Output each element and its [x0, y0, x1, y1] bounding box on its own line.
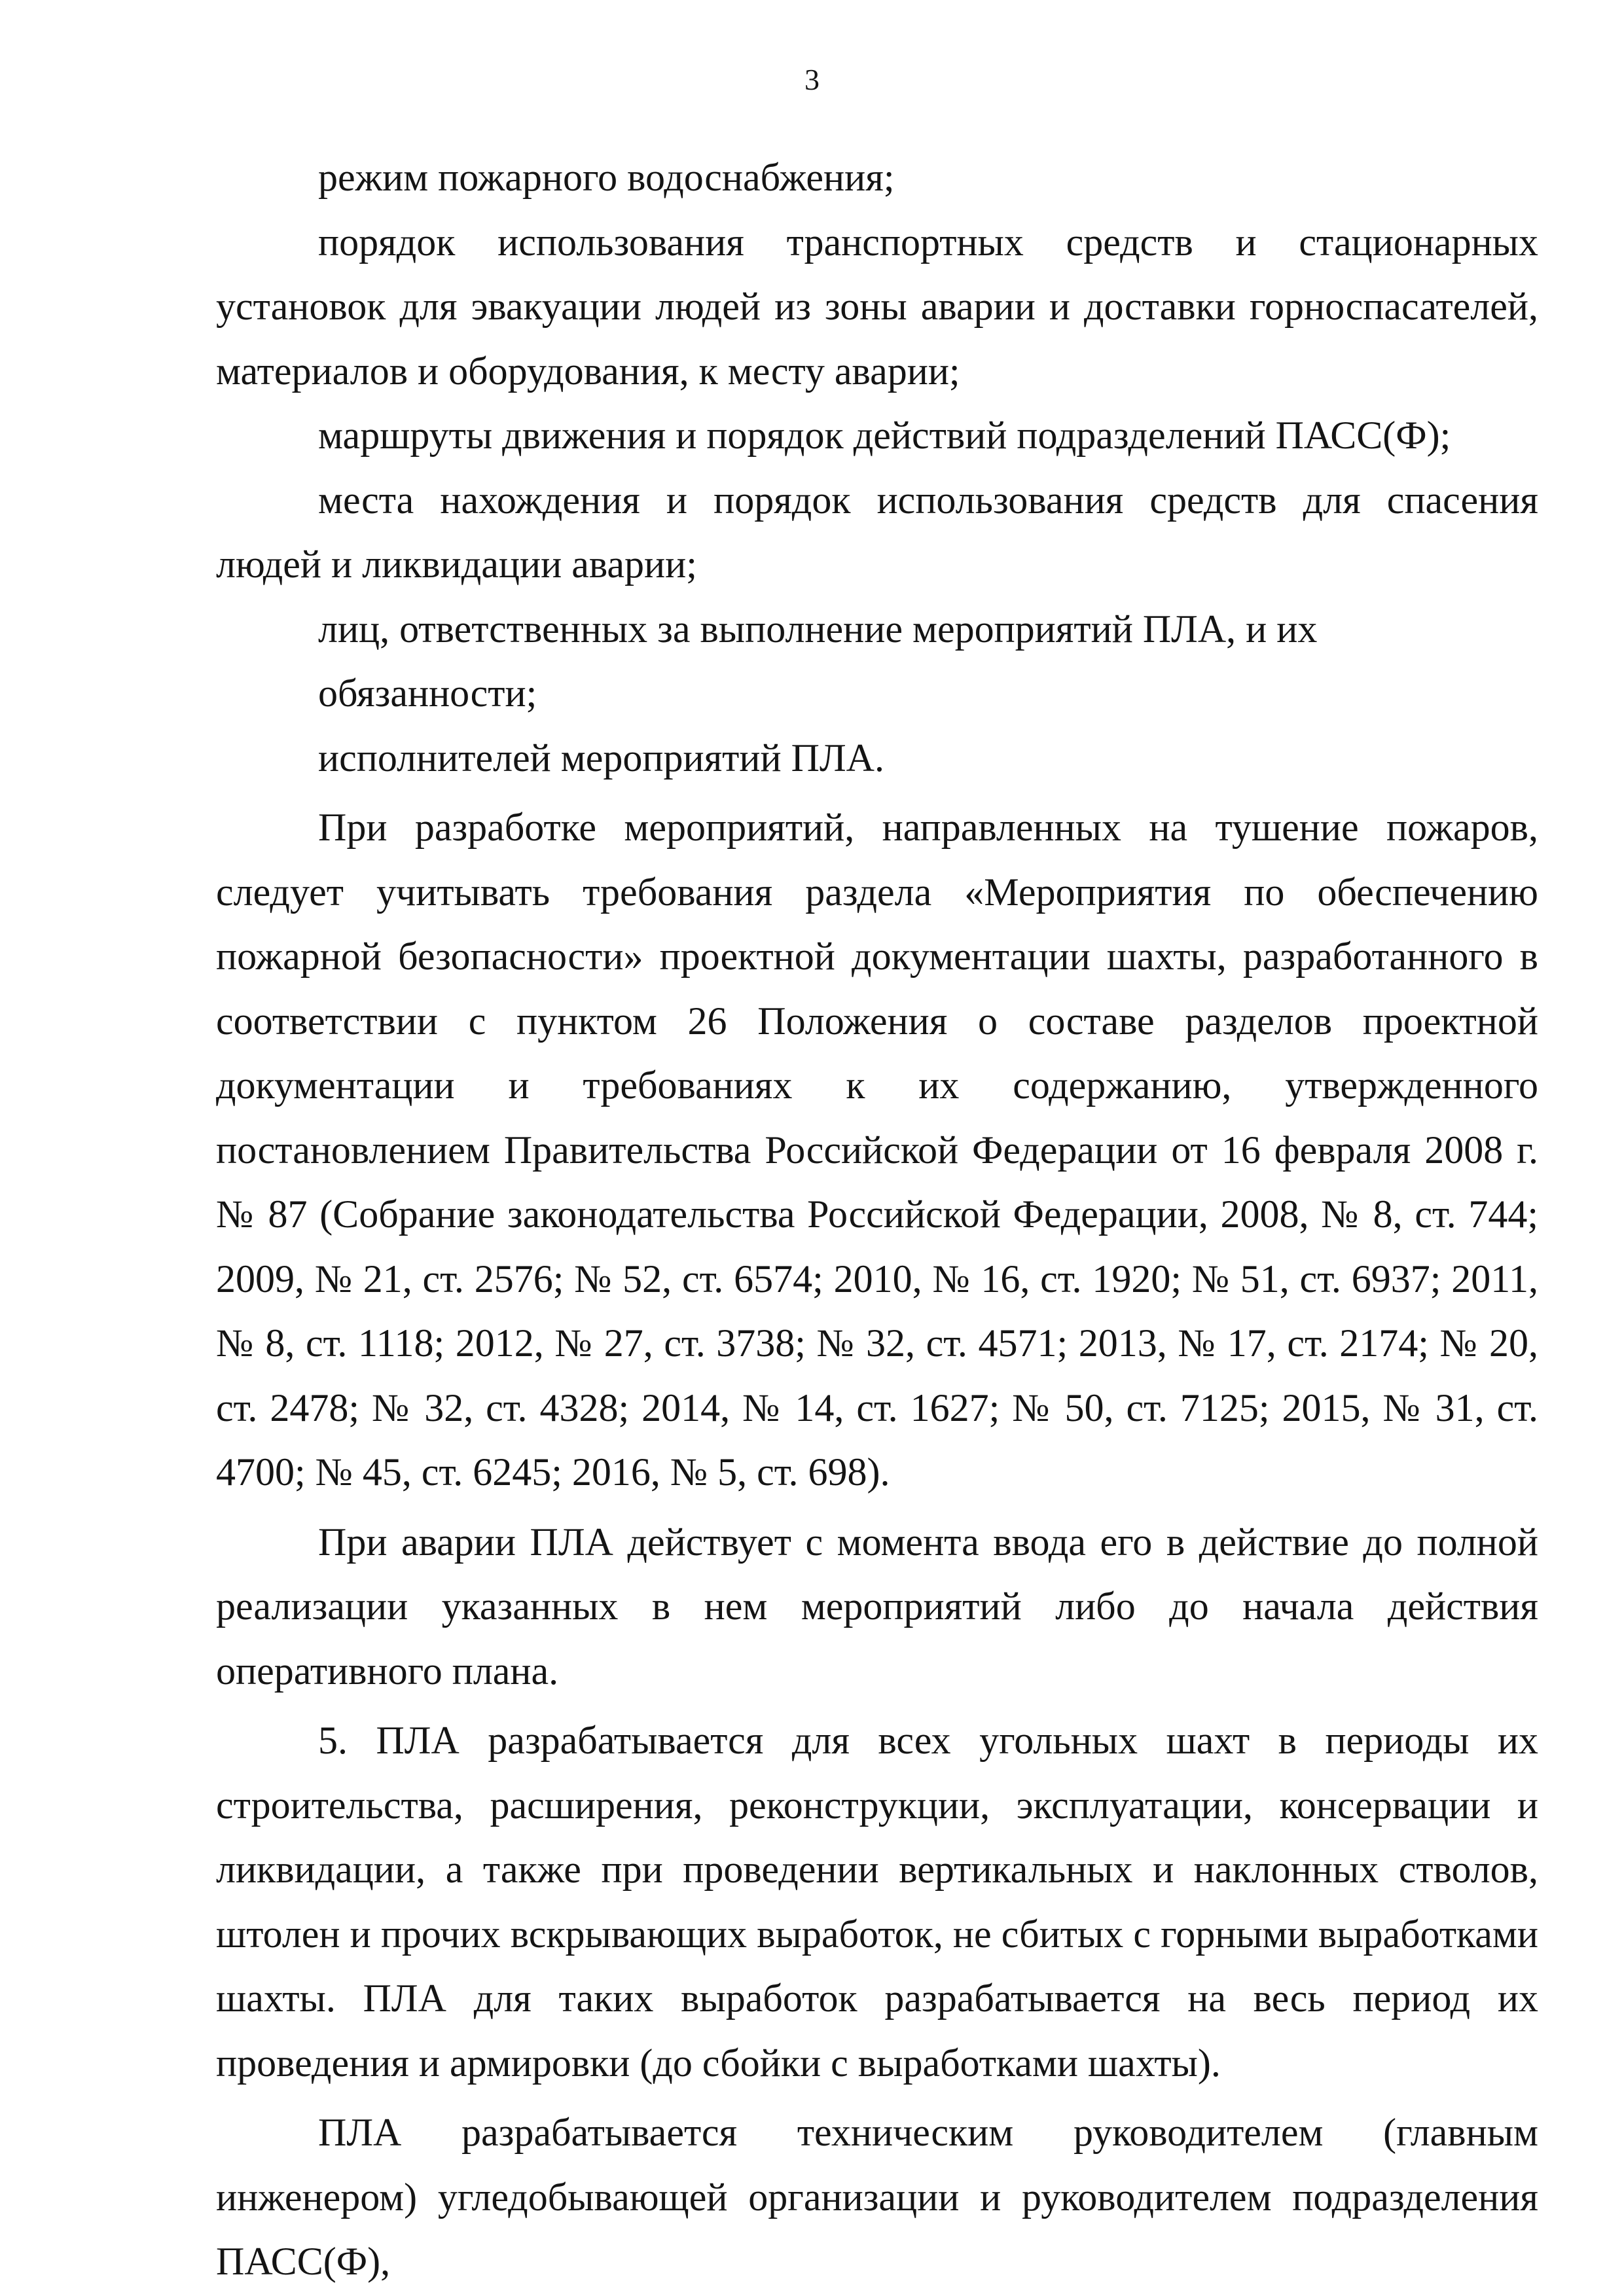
paragraph-pla-developers: ПЛА разрабатывается техническим руководителем (главным инженером) угледобывающей организации и руководителем подразделения ПАСС(Ф), [216, 2111, 1538, 2283]
list-item-executors: исполнителей мероприятий ПЛА. [318, 736, 884, 780]
paragraph-section-5: 5. ПЛА разрабатывается для всех угольных шахт в периоды их строительства, расширения, реконструкции, эксплуатации, консервации и ликвидации, а также при проведении вертикальных и наклонных стволов, штолен и прочих вскрывающих выработок, не сбитых с горными выработками шахты. ПЛА для таких выработок разрабатывается на весь период их проведения и армировки (до сбойки с выработками шахты). [216, 1719, 1538, 2085]
list-item-pass-routes: маршруты движения и порядок действий подразделений ПАСС(Ф); [318, 414, 1451, 457]
list-item-fire-water-supply: режим пожарного водоснабжения; [318, 156, 895, 199]
page-number: 3 [804, 63, 820, 96]
list-item-transport-evacuation: порядок использования транспортных средств и стационарных установок для эвакуации людей из зоны аварии и доставки горноспасателей, материалов и оборудования, к месту аварии; [216, 220, 1538, 393]
document-body [216, 145, 1538, 2294]
list-item-rescue-equipment-locations: места нахождения и порядок использования средств для спасения людей и ликвидации аварии; [216, 478, 1538, 586]
paragraph-fire-safety-requirements: При разработке мероприятий, направленных на тушение пожаров, следует учитывать требования раздела «Мероприятия по обеспечению пожарной безопасности» проектной документации шахты, разработанного в соответствии с пунктом 26 Положения о составе разделов проектной документации и требованиях к их содержанию, утвержденного постановлением Правительства Российской Федерации от 16 февраля 2008 г. № 87 (Собрание законодательства Российской Федерации, 2008, № 8, ст. 744; 2009, № 21, ст. 2576; № 52, ст. 6574; 2010, № 16, ст. 1920; № 51, ст. 6937; 2011, № 8, ст. 1118; 2012, № 27, ст. 3738; № 32, ст. 4571; 2013, № 17, ст. 2174; № 20, ст. 2478; № 32, ст. 4328; 2014, № 14, ст. 1627; № 50, ст. 7125; 2015, № 31, ст. 4700; № 45, ст. 6245; 2016, № 5, ст. 698). [216, 806, 1538, 1494]
paragraph-pla-validity: При аварии ПЛА действует с момента ввода его в действие до полной реализации указанных в нем мероприятий либо до начала действия оперативного плана. [216, 1520, 1538, 1693]
list-item-responsible-persons: лиц, ответственных за выполнение мероприятий ПЛА, и их обязанности; [318, 607, 1318, 715]
